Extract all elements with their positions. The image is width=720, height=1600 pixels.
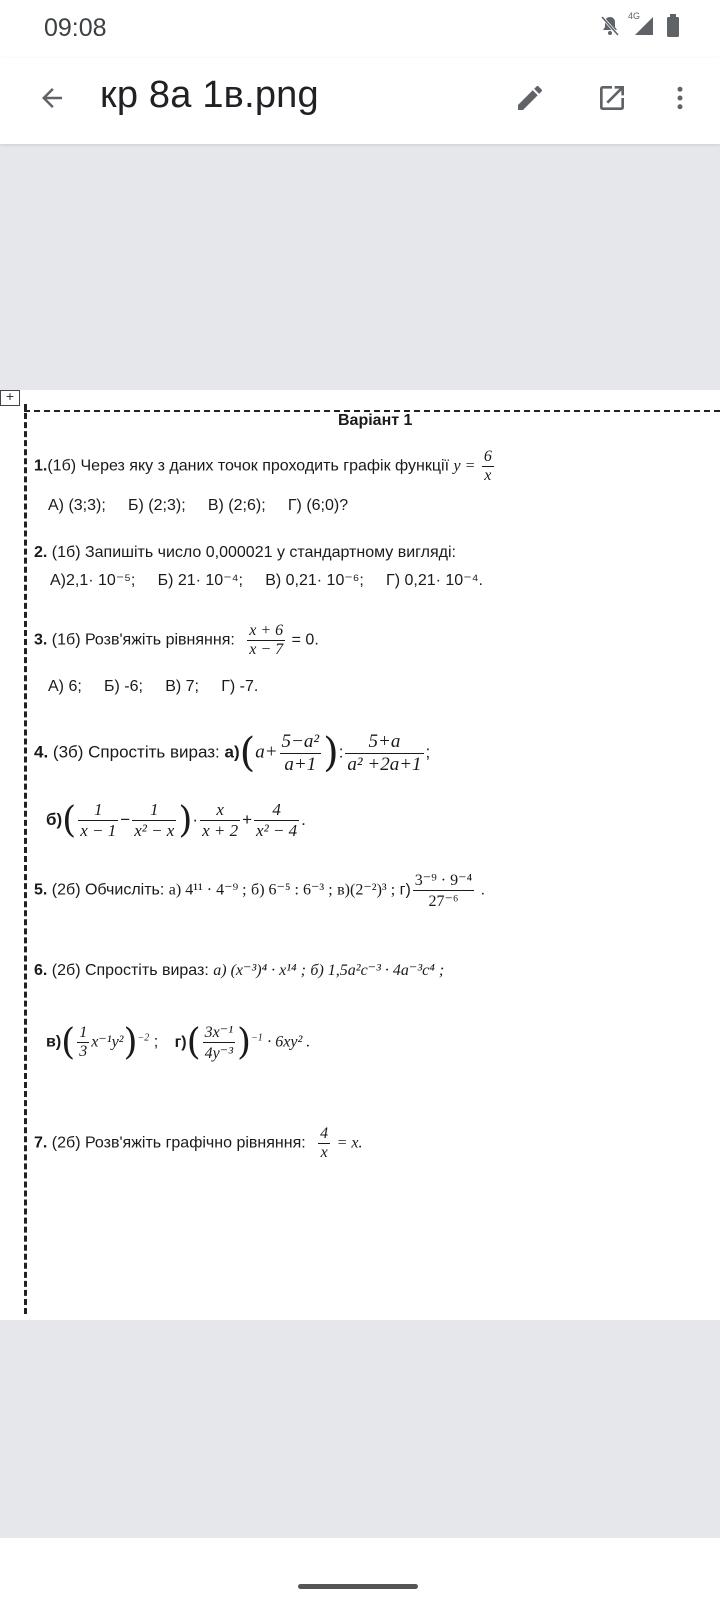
q3-text: (1б) Розв'яжіть рівняння: bbox=[51, 631, 235, 649]
left-border bbox=[24, 404, 27, 1314]
q4-b-tail: . bbox=[301, 809, 306, 829]
network-type-label: 4G bbox=[628, 11, 641, 21]
q4-b-fraction-4 bbox=[254, 800, 299, 841]
q4-a-f2-num: 5+a bbox=[345, 731, 423, 754]
status-time: 09:08 bbox=[44, 14, 107, 42]
status-bar bbox=[0, 0, 720, 58]
q1-func-left: y = bbox=[453, 457, 476, 475]
home-gesture-handle[interactable] bbox=[298, 1584, 418, 1589]
q5-g-den: 27⁻⁶ bbox=[428, 893, 459, 910]
battery-icon bbox=[666, 14, 680, 43]
q4-part-a-label: а) bbox=[224, 742, 240, 762]
q3-den: x − 7 bbox=[249, 641, 284, 658]
q5-b: б) 6⁻⁵ : 6⁻³ ; bbox=[251, 881, 333, 899]
q4-b-f2-den: x² − x bbox=[134, 821, 175, 840]
question-3 bbox=[34, 622, 319, 659]
question-4a: 4. (3б) Спростіть вираз: а)(a+ $\frac{\text{5−a²}}{a+1}$ ): $\frac{5+a}{\text{a² +2a+1}}$ ; bbox=[34, 730, 431, 776]
q4-a-fraction-1 bbox=[280, 731, 322, 776]
q4-a-f1-num: 5−a² bbox=[281, 730, 320, 752]
question-6b: в)( $\frac{1}{3}$ x⁻¹y²)$^{-2}$ ; г)( $\frac{\text{3x⁻¹}}{\text{4y⁻³}}$ )$^{-1}$ · 6xy² . bbox=[46, 1022, 311, 1063]
q4-a-f2-den: a² +2a+1 bbox=[347, 753, 422, 775]
q6-v-rest: x⁻¹y² bbox=[91, 1033, 124, 1051]
q1-func-fraction bbox=[482, 448, 494, 485]
question-5 bbox=[34, 870, 485, 911]
q5-text: (2б) Обчисліть: bbox=[51, 881, 165, 899]
q4-a-head: a+ bbox=[255, 741, 278, 763]
q1-func-den: x bbox=[484, 467, 492, 484]
q4-b-f4-den: x² − 4 bbox=[256, 821, 298, 840]
q4-b-f4-num: 4 bbox=[254, 800, 299, 821]
q6-g-exp: −1 bbox=[251, 1032, 263, 1044]
open-in-new-button[interactable] bbox=[588, 76, 636, 124]
q6-v-den: 3 bbox=[79, 1043, 88, 1060]
q6-g-num: 3x⁻¹ bbox=[204, 1024, 234, 1041]
q4-b-fraction-2 bbox=[132, 800, 176, 841]
q4-b-dot: · bbox=[192, 809, 199, 829]
q4-b-f1-num: 1 bbox=[78, 800, 118, 821]
q5-g-tail: . bbox=[480, 881, 486, 899]
q4-b-f1-den: x − 1 bbox=[80, 821, 117, 840]
q3-number: 3. bbox=[34, 631, 48, 649]
q4-b-f3-den: x + 2 bbox=[202, 821, 239, 840]
q1-options: А) (3;3); Б) (2;3); В) (2;6); Г) (6;0)? bbox=[48, 497, 349, 514]
variant-heading: Варіант 1 bbox=[338, 412, 413, 429]
edit-button[interactable] bbox=[506, 76, 554, 124]
q4-b-fraction-1 bbox=[78, 800, 118, 841]
q7-tail: = x. bbox=[336, 1134, 363, 1152]
q6-g-tail: · 6xy² . bbox=[267, 1033, 311, 1051]
document-image bbox=[0, 390, 720, 1320]
q7-number: 7. bbox=[34, 1134, 48, 1152]
table-move-handle-icon: + bbox=[0, 390, 20, 406]
q4-text: (3б) Спростіть вираз: bbox=[52, 742, 220, 762]
q4-part-b-label: б) bbox=[46, 809, 63, 829]
app-bar bbox=[0, 58, 720, 144]
q3-num: x + 6 bbox=[249, 622, 284, 639]
q6-g-den: 4y⁻³ bbox=[204, 1045, 234, 1062]
q5-g-label: г) bbox=[399, 881, 411, 899]
q1-number: 1. bbox=[34, 457, 48, 475]
q4-b-fraction-3 bbox=[200, 800, 240, 841]
signal-icon bbox=[628, 11, 654, 42]
q3-tail: = 0. bbox=[291, 631, 319, 649]
open-in-new-icon bbox=[596, 82, 628, 119]
file-title: кр 8а 1в.png bbox=[100, 74, 319, 116]
q4-b-minus: − bbox=[120, 809, 131, 829]
q6-a: а) (x⁻³)⁴ · x¹⁴ ; bbox=[213, 962, 306, 979]
q6-v-fraction bbox=[77, 1024, 89, 1061]
q7-text: (2б) Розв'яжіть графічно рівняння: bbox=[51, 1134, 306, 1152]
more-options-button[interactable] bbox=[656, 76, 704, 124]
q2-number: 2. bbox=[34, 544, 48, 561]
question-4b: б)( $\frac{1}{x - 1}$ − $\frac{1}{\text{x² − x}}$ )· $\frac{x}{x + 2}$ + $\frac{4}{\text{x² − 4}}$ . bbox=[46, 800, 306, 841]
q6-v-num: 1 bbox=[79, 1024, 88, 1041]
question-1 bbox=[34, 448, 496, 485]
q2-options: А)2,1· 10⁻⁵; Б) 21· 10⁻⁴; В) 0,21· 10⁻⁶; Г) 0,21· 10⁻⁴. bbox=[50, 572, 483, 589]
q4-a-f1-den: a+1 bbox=[284, 753, 317, 775]
q7-den: x bbox=[320, 1144, 328, 1161]
q4-a-fraction-2 bbox=[345, 731, 423, 776]
bell-off-icon bbox=[600, 15, 620, 42]
q6-number: 6. bbox=[34, 962, 48, 979]
q4-a-div: : bbox=[338, 742, 344, 762]
more-vert-icon bbox=[665, 83, 695, 118]
navigation-bar bbox=[0, 1538, 720, 1600]
q6-v-tail: ; bbox=[153, 1033, 159, 1051]
q4-b-f3-num: x bbox=[200, 800, 240, 821]
q6-g-fraction bbox=[203, 1022, 235, 1063]
q4-b-plus: + bbox=[242, 809, 253, 829]
q6-b: б) 1,5a²c⁻³ · 4a⁻³c⁴ ; bbox=[310, 962, 445, 979]
q6-text: (2б) Спростіть вираз: bbox=[51, 962, 209, 979]
q5-v: в)(2⁻²)³ ; bbox=[337, 881, 396, 899]
q5-number: 5. bbox=[34, 881, 48, 899]
q3-fraction bbox=[247, 622, 285, 659]
q7-fraction bbox=[318, 1125, 330, 1162]
question-7 bbox=[34, 1125, 362, 1162]
q1-func-num: 6 bbox=[483, 448, 492, 465]
pencil-icon bbox=[514, 82, 546, 119]
q6-v-exp: −2 bbox=[137, 1032, 150, 1044]
q1-text: (1б) Через яку з даних точок проходить графік функції bbox=[47, 457, 450, 475]
q3-options: А) 6; Б) -6; В) 7; Г) -7. bbox=[48, 678, 259, 695]
arrow-back-icon bbox=[37, 83, 67, 118]
q2-text: (1б) Запишіть число 0,000021 у стандартному вигляді: bbox=[51, 544, 456, 561]
question-2 bbox=[34, 544, 456, 562]
q4-number: 4. bbox=[34, 742, 49, 762]
q6-v-label: в) bbox=[46, 1033, 62, 1051]
q4-b-f2-num: 1 bbox=[132, 800, 176, 821]
question-6 bbox=[34, 960, 444, 980]
q6-g-label: г) bbox=[174, 1033, 187, 1051]
q5-g-num: 3⁻⁹ · 9⁻⁴ bbox=[414, 872, 473, 889]
back-button[interactable] bbox=[28, 76, 76, 124]
q4-a-tail: ; bbox=[425, 742, 431, 762]
q7-num: 4 bbox=[320, 1125, 329, 1142]
status-icons bbox=[600, 11, 680, 43]
q5-g-fraction bbox=[413, 870, 474, 911]
q5-a: а) 4¹¹ · 4⁻⁹ ; bbox=[168, 881, 247, 899]
